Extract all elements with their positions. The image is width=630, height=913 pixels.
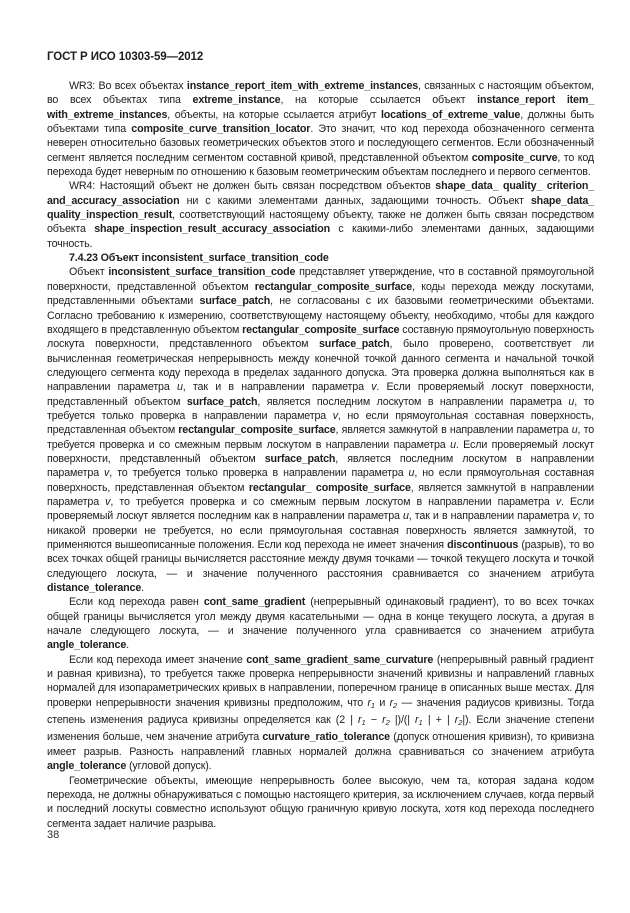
paragraph bbox=[47, 774, 594, 831]
text-segment: discontinuous bbox=[447, 539, 519, 551]
text-segment: rectangular_composite_surface bbox=[254, 280, 413, 293]
text-segment: , то требуется только проверка в направлении параметра bbox=[47, 395, 594, 422]
text-segment: surface_patch bbox=[199, 295, 271, 308]
paragraph bbox=[47, 79, 594, 179]
text-segment: , так и в направлении параметра bbox=[408, 510, 573, 523]
text-segment: rectangular_composite_surface bbox=[242, 323, 400, 336]
text-segment: u bbox=[450, 438, 456, 451]
text-segment: (непрерывный равный градиент и равная кривизна), то требуется также проверка непрерывности значений кривизны и направлений главных нормалей для изопараметрических кривых в направлении, поперечном границе в описанных выше местах. Для проверки непрерывности значения кривизны предположим, что bbox=[47, 653, 594, 709]
text-segment: distance_tolerance bbox=[47, 582, 142, 595]
text-segment: |). Если значение степени изменения больше, чем значение атрибута bbox=[47, 714, 595, 744]
text-segment: , но если прямоугольная составная поверхность, представленная объектом bbox=[47, 409, 594, 437]
text-segment: ни с какими элементами данных, задающими точность. Объект bbox=[179, 194, 531, 207]
text-segment: rectangular_composite_surface bbox=[178, 424, 336, 437]
text-segment: u bbox=[571, 424, 578, 437]
text-segment: . Если проверяемый лоскут является последним как в направлении параметра bbox=[47, 495, 594, 523]
text-segment: surface_patch bbox=[264, 452, 336, 465]
text-segment: shape_data_ quality_inspection_result bbox=[47, 194, 594, 222]
text-segment: Геометрические объекты, имеющие непрерывность более высокую, чем та, которая задана кодом перехода, не должны обнаруживаться с помощью настоящего критерия, за исключением случаев, когда первый и последний лоскуты совместно используют общую граничную кривую лоскута, хотя код перехода последнего сегмента задает наличие разрыва. bbox=[47, 774, 594, 830]
text-segment: , то требуется только проверка в направлении параметра bbox=[109, 467, 409, 480]
paragraph bbox=[47, 265, 594, 595]
text-segment: (допуск отношения кривизн), то кривизна имеет разрыв. Разность направлений главных нормалей должна сравниваться со значением атрибута bbox=[47, 731, 594, 758]
text-segment: , то код перехода будет неверным по отношению к базовым геометрическим объектам последнего и первого сегментов. bbox=[47, 151, 594, 179]
text-segment: inconsistent_surface_transition_code bbox=[108, 266, 296, 279]
text-segment: (разрыв), то во всех точках общей границы вычисляется расстояние между двумя точками — точкой текущего лоскута и точкой следующего лоскута, — и значение полученного расстояния сравнивается со значением атрибута bbox=[47, 539, 594, 580]
text-segment: 2 bbox=[393, 700, 398, 710]
text-segment: составную прямоугольную поверхность лоскута поверхности, представленного объектом bbox=[47, 323, 594, 351]
text-segment: curvature_ratio_tolerance bbox=[262, 731, 390, 744]
text-segment: — значения радиусов кривизны. Тогда степень изменения радиуса кривизны определяется как (2 | bbox=[47, 696, 594, 727]
text-segment: , объекты, на которые ссылается атрибут bbox=[167, 108, 381, 121]
text-segment: . Если проверяемый лоскут поверхности, представленный объектом bbox=[47, 381, 594, 408]
text-segment: v bbox=[105, 495, 111, 508]
text-segment: , связанных с настоящим объектом, во всех объектах типа bbox=[47, 80, 594, 107]
text-segment: instance_report_item_with_extreme_instances bbox=[186, 80, 419, 92]
text-segment: cont_same_gradient bbox=[203, 596, 306, 609]
text-segment: composite_curve_transition_locator bbox=[131, 123, 311, 136]
text-segment: , так и в направлении параметра bbox=[182, 381, 372, 394]
text-segment: 1 bbox=[418, 718, 423, 728]
text-segment: Объект bbox=[69, 266, 109, 279]
text-segment: r bbox=[389, 696, 393, 709]
text-segment: 2 bbox=[385, 718, 390, 728]
text-segment: , является последним лоскутом в направлении параметра bbox=[47, 452, 594, 480]
text-segment: , соответствующий настоящему объекту, также не должен быть связан посредством объекта bbox=[47, 209, 594, 236]
text-segment: locations_of_extreme_value bbox=[380, 108, 521, 121]
text-segment: , является замкнутой в направлении параметра bbox=[47, 481, 594, 508]
text-segment: composite_curve bbox=[471, 151, 558, 164]
text-segment: r bbox=[415, 714, 419, 727]
text-segment: WR4: Настоящий объект не должен быть связан посредством объектов bbox=[69, 180, 436, 193]
text-segment: v bbox=[371, 381, 377, 394]
text-segment: u bbox=[568, 395, 575, 408]
text-segment: r bbox=[358, 714, 362, 727]
text-segment: rectangular_ composite_surface bbox=[248, 481, 411, 494]
text-segment: , коды перехода между лоскутами, представленными объектами bbox=[47, 280, 594, 308]
text-segment: r bbox=[382, 714, 386, 727]
running-header: ГОСТ Р ИСО 10303-59—2012 bbox=[47, 51, 204, 63]
text-segment: v bbox=[104, 467, 110, 480]
text-segment: r bbox=[367, 696, 371, 709]
text-segment: surface_patch bbox=[186, 395, 258, 408]
text-segment: . Если проверяемый лоскут поверхности, представленный объектом bbox=[47, 438, 594, 465]
text-segment: Если код перехода равен bbox=[69, 596, 204, 609]
text-segment: . bbox=[141, 582, 144, 595]
text-segment: r bbox=[454, 714, 459, 727]
text-segment: , но если прямоугольная составная поверхность, представленная объектом bbox=[47, 467, 594, 494]
text-segment: , должны быть объектами типа bbox=[47, 108, 594, 136]
text-segment: − bbox=[365, 714, 383, 727]
text-segment: 1 bbox=[370, 700, 376, 710]
text-segment: shape_data_ quality_ criterion_ and_accuracy_association bbox=[47, 180, 594, 207]
text-segment: 7.4.23 Объект inconsistent_surface_transition_code bbox=[69, 252, 329, 265]
text-segment: |)/(| bbox=[389, 714, 416, 727]
section-heading bbox=[47, 251, 594, 265]
text-segment: , является последним лоскутом в направлении параметра bbox=[257, 395, 569, 408]
text-segment: , не согласованы с их базовыми геометрическими объектами. Согласно требованию к измерению, соответствующему настоящему объекту, необходимо, чтобы для каждого входящего в представленную объектом bbox=[47, 295, 595, 336]
text-segment: angle_tolerance bbox=[47, 760, 127, 773]
text-segment: WR3: Во всех объектах bbox=[69, 80, 187, 92]
text-segment: instance_report item_ with_extreme_instances bbox=[47, 94, 594, 121]
text-segment: , то требуется проверка и со смежным первым лоскутом в направлении параметра bbox=[110, 495, 556, 508]
text-segment: , на которые ссылается объект bbox=[280, 94, 478, 107]
paragraph bbox=[47, 595, 594, 652]
text-segment: u bbox=[408, 467, 415, 480]
text-segment: , было проверено, соответствует ли вычисленная геометрическая непрерывность между конечной точкой данного сегмента и начальной точкой следующего сегмента коду перехода в пределах заданного допуска. Эта проверка должна выполняться как в направлении параметра bbox=[47, 338, 594, 394]
text-segment: , то требуется проверка и со смежным первым лоскутом в направлении параметра bbox=[47, 424, 594, 451]
text-segment: cont_same_gradient_same_curvature bbox=[246, 653, 434, 666]
paragraph bbox=[47, 653, 594, 774]
text-segment: u bbox=[402, 510, 409, 523]
text-segment: (угловой допуск). bbox=[126, 760, 212, 773]
text-segment: surface_patch bbox=[319, 338, 390, 351]
text-segment: (непрерывный одинаковый градиент), то во всех точках общей границы вычисляется угол между двумя касательными — одна в конце текущего лоскута, а другая в начале следующего лоскута, — и значение полученного угла сравнивается со значением атрибута bbox=[47, 596, 594, 638]
text-segment: , является замкнутой в направлении параметра bbox=[335, 424, 572, 437]
text-segment: | + | bbox=[422, 714, 455, 727]
document-body bbox=[47, 79, 594, 831]
text-segment: angle_tolerance bbox=[47, 639, 127, 652]
text-segment: . bbox=[126, 639, 129, 652]
text-segment: и bbox=[375, 696, 390, 709]
text-segment: v bbox=[572, 510, 578, 523]
text-segment: 2 bbox=[458, 718, 463, 728]
text-segment: shape_inspection_result_accuracy_association bbox=[94, 223, 330, 236]
text-segment: , то никакой проверки не требуется, но если прямоугольная составная поверхность является замкнутой, то применяются вышеописанные положения. Если код перехода не имеет значения bbox=[47, 510, 595, 551]
text-segment: представляет утверждение, что в составной прямоугольной поверхности, представленной объектом bbox=[47, 266, 594, 293]
text-segment: Если код перехода имеет значение bbox=[69, 653, 247, 666]
text-segment: u bbox=[176, 381, 183, 394]
text-segment: v bbox=[332, 409, 338, 422]
text-segment: v bbox=[555, 495, 562, 508]
page-number: 38 bbox=[47, 829, 60, 841]
text-segment: 1 bbox=[361, 718, 366, 728]
text-segment: extreme_instance bbox=[192, 94, 281, 107]
text-segment: с какими-либо элементами данных, задающими точность. bbox=[47, 223, 594, 250]
text-segment: . Это значит, что код перехода обозначенного сегмента неверен относительно базовых геометрических объектов этого и последующего сегментов. Если обозначенный сегмент является последним сегментом составной кривой, представленной объектом bbox=[47, 123, 595, 164]
paragraph bbox=[47, 179, 594, 251]
